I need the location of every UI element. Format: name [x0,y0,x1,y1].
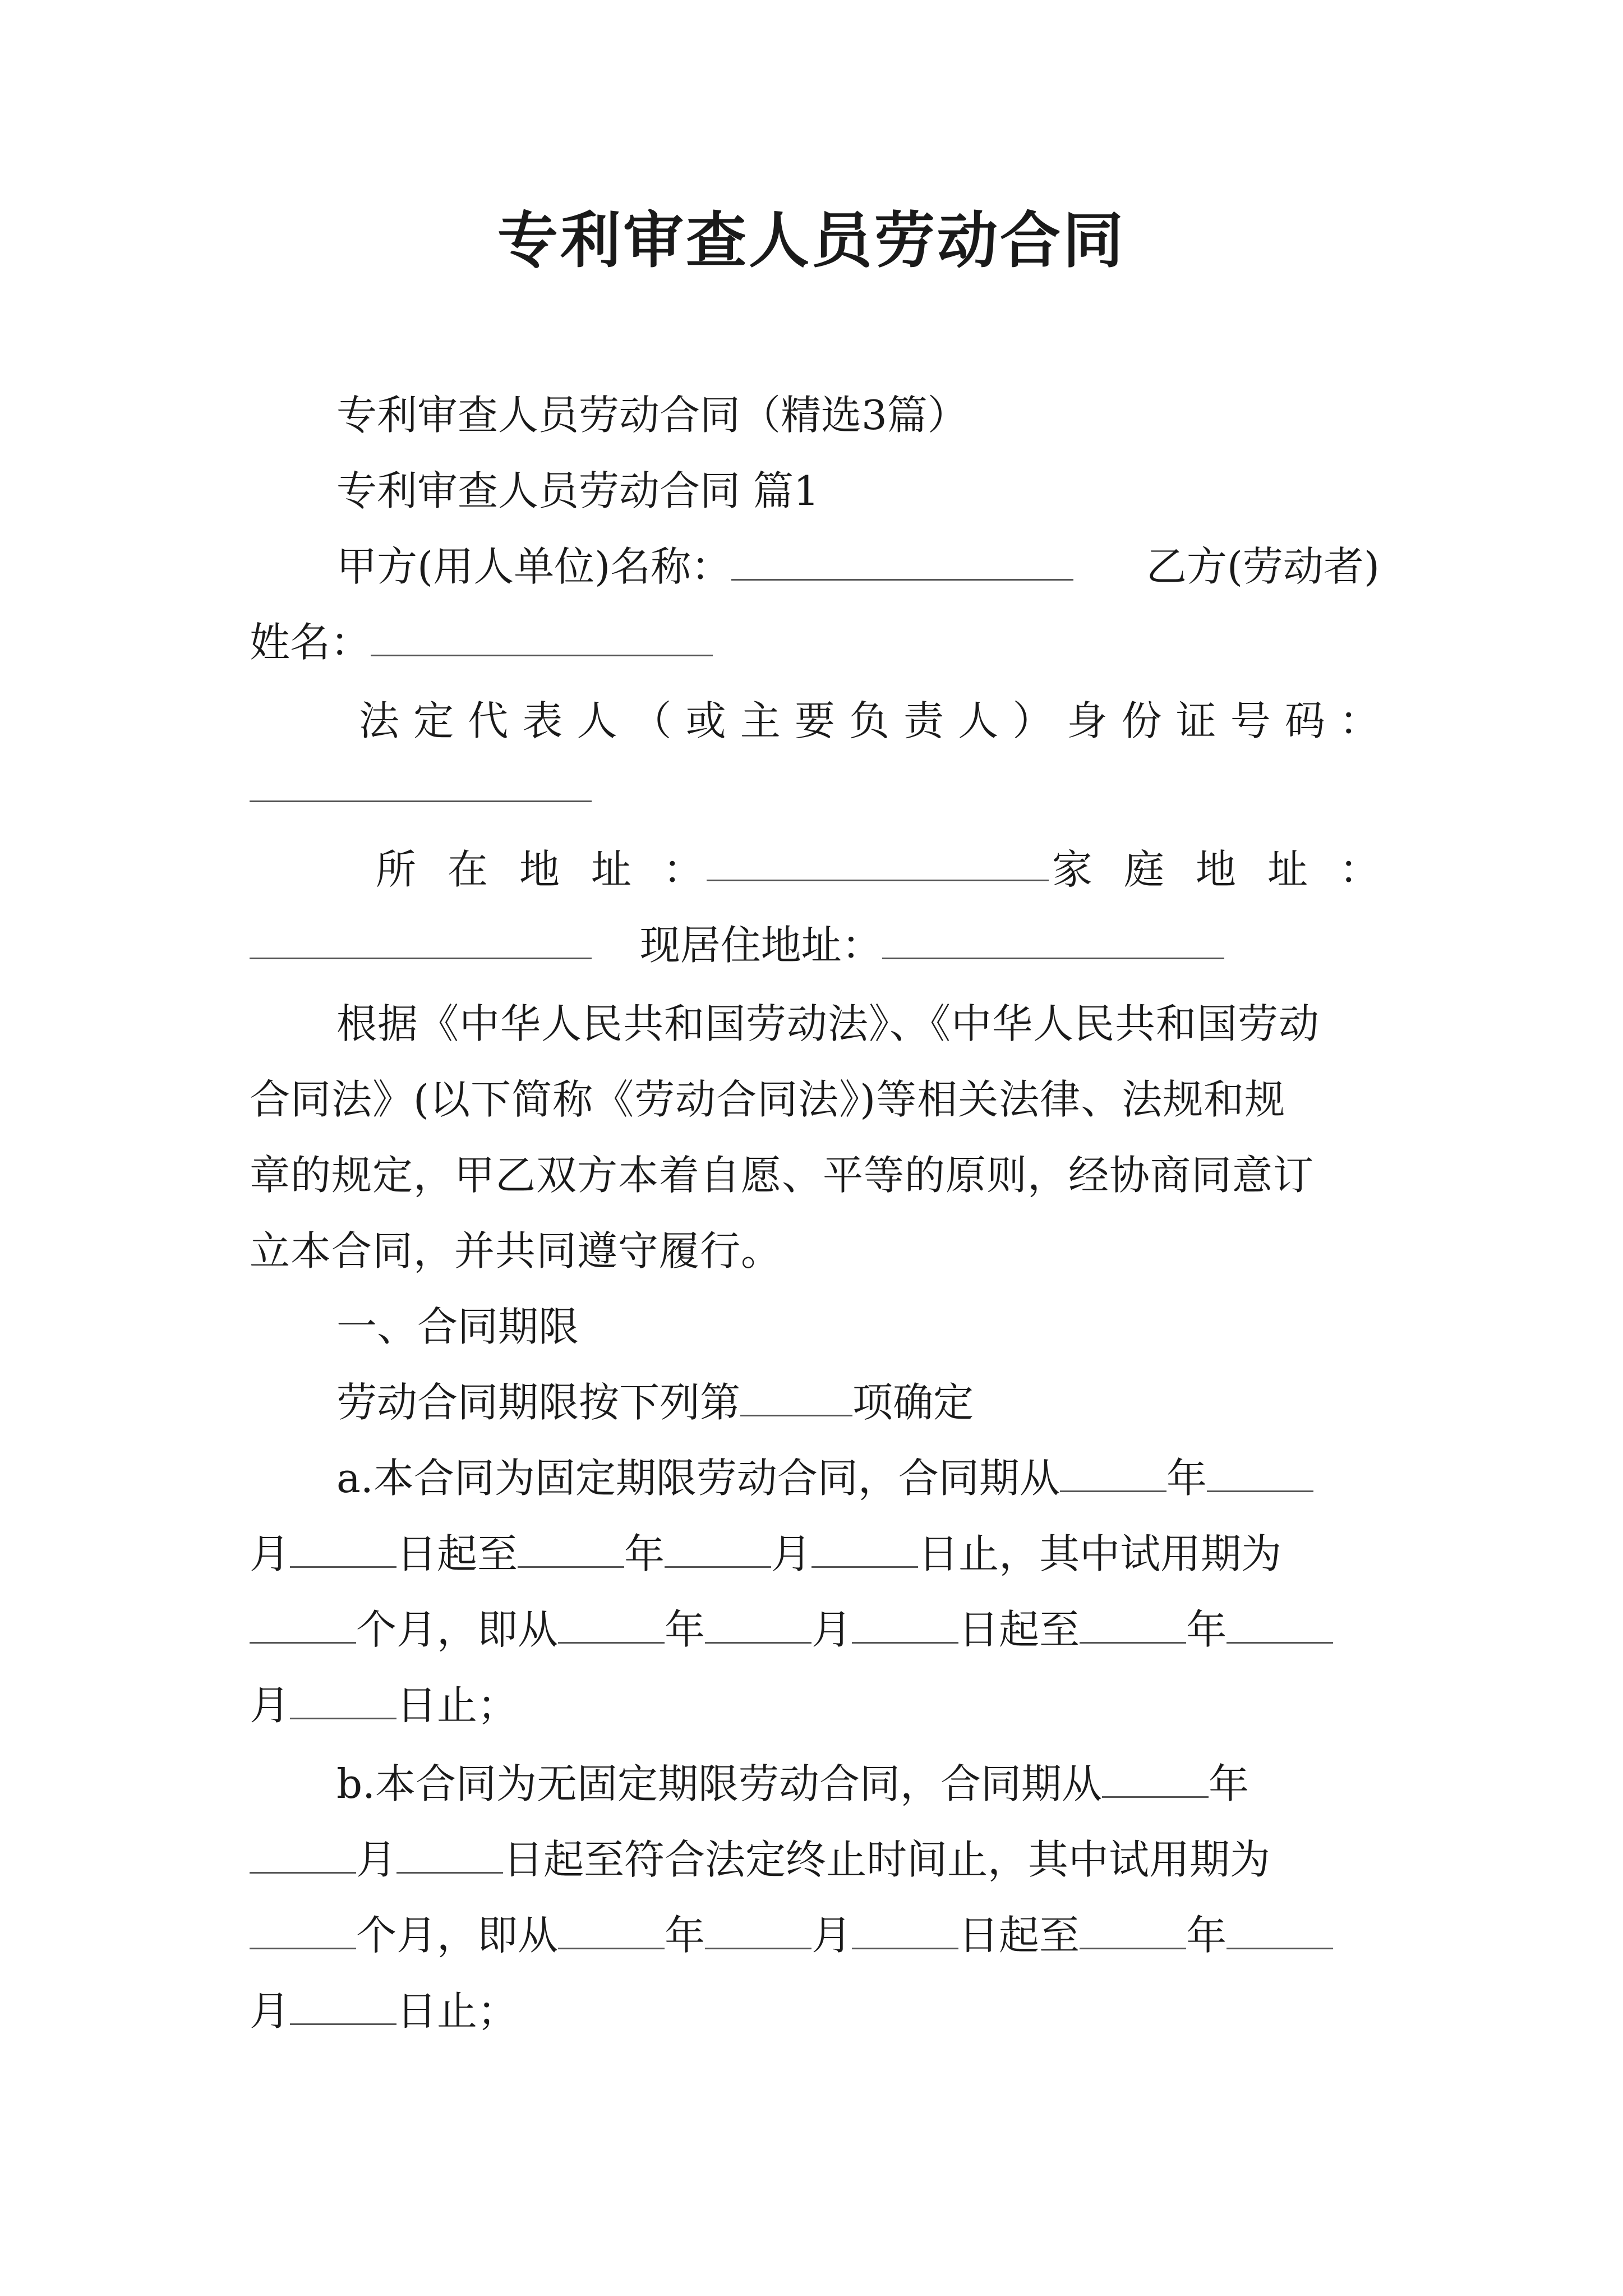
spaced-char: 身 [1067,697,1108,744]
spaced-char: 所 [376,846,417,893]
home-address-label [1052,841,1380,898]
spaced-char: 责 [903,697,944,744]
spaced-char: （ [631,697,672,744]
open-term-line-3: 个月，即从 年 月 日起至 年 [250,1907,1333,1963]
party-b-label: 乙方(劳动者) [1146,543,1380,590]
document-title: 专利审查人员劳动合同 [497,206,1126,276]
basis-line-4: 立本合同，并共同遵守履行。 [250,1227,782,1274]
name-blank [371,616,713,656]
spaced-char: 主 [740,697,781,744]
basis-line-3: 章的规定，甲乙双方本着自愿、平等的原则，经协商同意订 [250,1152,1315,1199]
party-line [336,539,1380,595]
party-a-blank [731,541,1073,581]
party-a-label: 甲方(用人单位)名称： [336,539,1073,595]
spaced-char: 在 [448,846,488,893]
fixed-term-line-4: 月 日止； [250,1677,518,1733]
spaced-char: ： [663,846,704,893]
basis-line-2: 合同法》(以下简称《劳动合同法》)等相关法律、法规和规 [250,1076,1286,1123]
spaced-char: 份 [1121,697,1162,744]
clause-1-heading: 一、合同期限 [336,1303,579,1350]
spaced-char: 地 [1195,846,1236,893]
spaced-char: 人 [577,697,617,744]
spaced-char: ： [1339,846,1380,893]
spaced-char: 址 [591,846,632,893]
basis-line-1: 根据《中华人民共和国劳动法》、《中华人民共和国劳动 [336,1000,1320,1047]
spaced-char: 定 [413,697,454,744]
spaced-char: 号 [1230,697,1271,744]
address-label [376,841,703,898]
current-address-blank [882,919,1224,959]
spaced-char: 人 [958,697,999,744]
spaced-char: ） [1012,697,1053,744]
spaced-char: 证 [1175,697,1216,744]
term-select-blank [740,1377,852,1416]
address-line [376,841,1380,898]
fixed-term-line-3: 个月，即从 年 月 日起至 年 [250,1602,1333,1658]
spaced-char: 代 [468,697,509,744]
open-term-line-4: 月 日止； [250,1983,518,2039]
name-line: 姓名： [250,614,713,670]
term-select-line: 劳动合同期限按下列第 项确定 [336,1374,974,1430]
spaced-char: 址 [1267,846,1308,893]
open-term-line-2: 月 日起至符合法定终止时间止，其中试用期为 [250,1832,1270,1888]
spaced-char: 家 [1052,846,1092,893]
id-number-blank [250,762,592,802]
fixed-term-line-1: a.本合同为固定期限劳动合同，合同期从 年 [336,1450,1313,1506]
spaced-char: 地 [519,846,560,893]
home-address-blank [250,919,592,959]
id-number-line [250,760,592,816]
spaced-char: 负 [849,697,889,744]
current-address-line: 现居住地址： [250,917,1224,973]
spaced-char: 或 [685,697,726,744]
spaced-char: 法 [359,697,400,744]
document-subtitle: 专利审查人员劳动合同（精选3篇） [336,392,968,439]
spaced-char: 码 [1284,697,1325,744]
spaced-char: ： [1339,697,1380,744]
fixed-term-line-2: 月 日起至 年 月 日止，其中试用期为 [250,1526,1281,1582]
open-term-line-1: b.本合同为无固定期限劳动合同，合同期从 年 [336,1756,1249,1812]
legal-rep-line [359,693,1380,749]
section-heading: 专利审查人员劳动合同 篇1 [336,467,819,514]
spaced-char: 表 [522,697,563,744]
spaced-char: 要 [794,697,835,744]
spaced-char: 庭 [1123,846,1164,893]
address-blank [707,841,1049,881]
